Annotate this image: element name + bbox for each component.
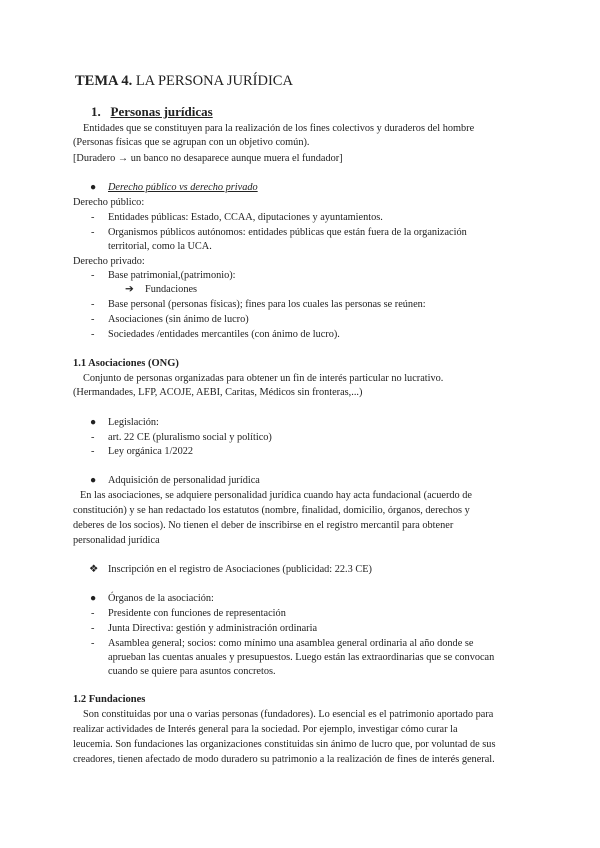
asoc-intro-1: Conjunto de personas organizadas para obtener un fin de interés particular no lucrativo. bbox=[83, 373, 444, 384]
fundaciones-text-3: leucemia. Son fundaciones las organizaciones constituidas sin ánimo de lucro que, por voluntad de sus bbox=[73, 739, 496, 750]
privado-item-2: Base personal (personas físicas); fines para los cuales las personas se reúnen: bbox=[108, 299, 426, 310]
publico-label: Derecho público: bbox=[73, 197, 145, 208]
publico-item-2-cont: territorial, como la UCA. bbox=[108, 241, 212, 252]
arrow-icon: ➔ bbox=[125, 284, 134, 295]
dash-bullet: - bbox=[91, 638, 95, 649]
intro-line-2: (Personas físicas que se agrupan con un objetivo común). bbox=[73, 137, 310, 148]
dash-bullet: - bbox=[91, 227, 95, 238]
dash-bullet: - bbox=[91, 432, 95, 443]
adquisicion-label: Adquisición de personalidad jurídica bbox=[108, 475, 260, 486]
dash-bullet: - bbox=[91, 270, 95, 281]
section-heading-1-1: 1.1 Asociaciones (ONG) bbox=[73, 358, 179, 369]
dash-bullet: - bbox=[91, 623, 95, 634]
bullet-dot: ● bbox=[90, 593, 97, 604]
bullet-dot: ● bbox=[90, 475, 97, 486]
legislacion-item-2: Ley orgánica 1/2022 bbox=[108, 446, 194, 457]
privado-label: Derecho privado: bbox=[73, 256, 145, 267]
dash-bullet: - bbox=[91, 329, 95, 340]
section-heading-1-2: 1.2 Fundaciones bbox=[73, 694, 146, 705]
dash-bullet: - bbox=[91, 212, 95, 223]
adquisicion-text-4: personalidad jurídica bbox=[73, 535, 160, 546]
adquisicion-text-3: deberes de los socios). No tienen el deber de inscribirse en el registro mercantil para obtener bbox=[73, 520, 454, 531]
dash-bullet: - bbox=[91, 299, 95, 310]
legislacion-item-1: art. 22 CE (pluralismo social y político) bbox=[108, 432, 272, 443]
fundaciones-text-2: realizar actividades de Interés general para la sociedad. Por ejemplo, investigar cómo curar la bbox=[73, 724, 458, 735]
organo-item-3-cont-2: cuando se quiere para asuntos concretos. bbox=[108, 666, 276, 677]
adquisicion-text-2: constitución) y se han redactado los estatutos (nombre, finalidad, domicilio, órganos, derechos y bbox=[73, 505, 470, 516]
organo-item-2: Junta Directiva: gestión y administración ordinaria bbox=[108, 623, 318, 634]
organo-item-1: Presidente con funciones de representación bbox=[108, 608, 286, 619]
intro-line-3: [Duradero → un banco no desaparece aunque muera el fundador] bbox=[73, 153, 343, 164]
asoc-intro-2: (Hermandades, LFP, ACOJE, AEBI, Caritas, Médicos sin fronteras,...) bbox=[73, 387, 363, 398]
section-heading-1: 1. Personas jurídicas bbox=[91, 104, 213, 119]
registro-item: Inscripción en el registro de Asociaciones (publicidad: 22.3 CE) bbox=[108, 564, 372, 575]
dash-bullet: - bbox=[91, 446, 95, 457]
fundaciones-text-4: creadores, tienen afectado de modo duradero su patrimonio a la realización de fines de interés general. bbox=[73, 754, 495, 765]
page-title: TEMA 4. LA PERSONA JURÍDICA bbox=[75, 73, 293, 89]
dash-bullet: - bbox=[91, 608, 95, 619]
bullet-dot: ● bbox=[90, 182, 97, 193]
subtopic-heading: Derecho público vs derecho privado bbox=[108, 182, 258, 193]
diamond-icon: ❖ bbox=[89, 564, 99, 575]
legislacion-label: Legislación: bbox=[108, 417, 159, 428]
privado-item-1: Base patrimonial,(patrimonio): bbox=[108, 270, 236, 281]
publico-item-2: Organismos públicos autónomos: entidades públicas que están fuera de la organización bbox=[108, 227, 467, 238]
bullet-dot: ● bbox=[90, 417, 97, 428]
publico-item-1: Entidades públicas: Estado, CCAA, diputaciones y ayuntamientos. bbox=[108, 212, 383, 223]
organo-item-3: Asamblea general; socios: como mínimo una asamblea general ordinaria al año donde se bbox=[108, 638, 474, 649]
privado-subitem-fundaciones: Fundaciones bbox=[145, 284, 198, 295]
organo-item-3-cont-1: aprueban las cuentas anuales y presupuestos. Luego están las extraordinarias que se convocan bbox=[108, 652, 495, 663]
adquisicion-text-1: En las asociaciones, se adquiere personalidad jurídica cuando hay acta fundacional (acuerdo de bbox=[80, 490, 472, 501]
intro-line-1: Entidades que se constituyen para la realización de los fines colectivos y duraderos del hombre bbox=[83, 123, 475, 134]
dash-bullet: - bbox=[91, 314, 95, 325]
privado-item-3: Asociaciones (sin ánimo de lucro) bbox=[108, 314, 249, 325]
privado-item-4: Sociedades /entidades mercantiles (con ánimo de lucro). bbox=[108, 329, 340, 340]
organos-label: Órganos de la asociación: bbox=[108, 593, 214, 604]
fundaciones-text-1: Son constituidas por una o varias personas (fundadores). Lo esencial es el patrimonio aportado para bbox=[83, 709, 494, 720]
